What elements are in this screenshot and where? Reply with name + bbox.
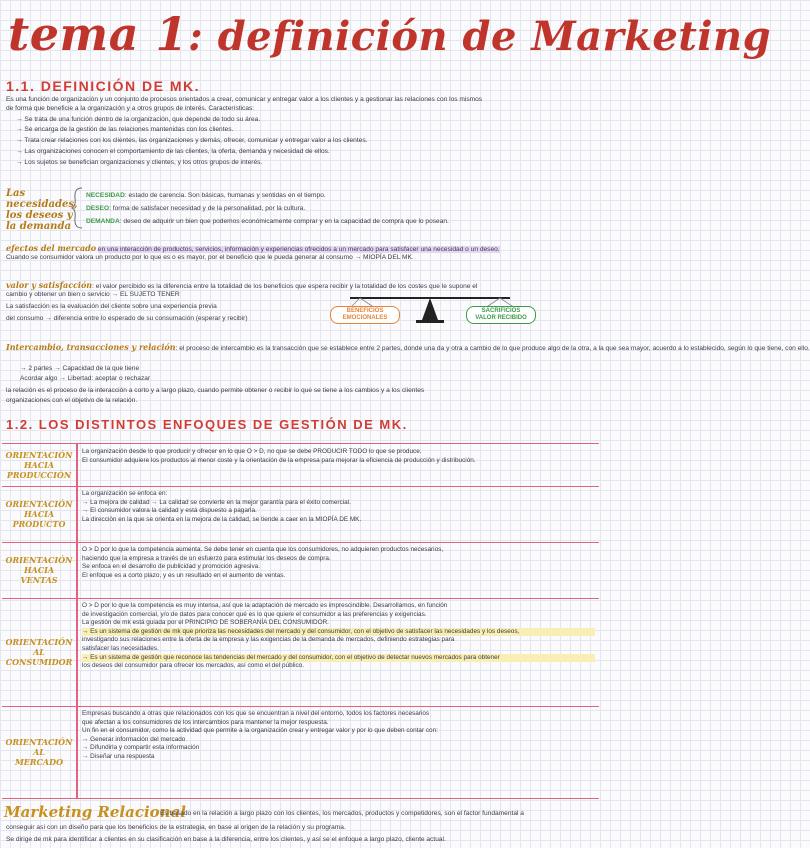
row-body <box>82 490 595 540</box>
row-line: que afectan a los consumidores de los intercambios para mantener la mejor respuesta. <box>82 718 329 726</box>
effect-line-1: Cuando se consumidor valora un producto por lo que es o es mayor, por el beneficio que le pueda generar al consumo → MIOPÍA DEL MK. <box>6 254 414 261</box>
section-1-1-heading: 1.1. DEFINICIÓN DE MK. <box>6 78 201 94</box>
row-label-line: AL <box>33 647 45 657</box>
desire-text: forma de satisfacer necesidad y de la personalidad, por la cultura. <box>112 205 306 212</box>
row-label <box>4 444 74 486</box>
row-line: investigando sus relaciones entre la oferta de la empresa y las exigencias de la demanda de mercados, definiendo estrategias para <box>82 636 455 644</box>
row-line: → Es un sistema de gestión de mk que prioriza las necesidades del mercado y del consumidor, con el objetivo de satisfacer las necesidades y los deseos, <box>82 628 595 637</box>
row-label-line: ORIENTACIÓN <box>5 555 73 565</box>
row-label-line: HACIA <box>23 460 55 470</box>
value-line-2: La satisfacción es la evaluación del cliente sobre una experiencia previa <box>6 303 217 310</box>
title-separator: : <box>188 13 204 60</box>
row-line: haciendo que la empresa a través de un esfuerzo para estimular los deseos de compra. <box>82 554 331 562</box>
row-line: O > D por lo que la competencia es muy intensa, así que la adaptación de mercado es imprescindible. Desarrollamos, en función <box>82 602 448 609</box>
exchange-label: Intercambio, transacciones y relación <box>6 342 176 352</box>
s11-line-6: → Los sujetos se benefician organizaciones y clientes, y los otros grupos de interés. <box>16 159 263 166</box>
value-line-1: cambio y obtener un bien o servicio → EL SUJETO TENER <box>6 291 180 298</box>
exchange-line-4: organizaciones con el objetivo de la relación. <box>6 397 138 404</box>
s11-line-5: → Las organizaciones conocen el comportamiento de las clientes, la oferta, demanda y necesidad de ellos. <box>16 148 330 155</box>
demand-text: deseo de adquirir un bien que podemos económicamente comprar y en la capacidad de compra que lo posean. <box>123 218 449 225</box>
row-label-line: HACIA <box>23 509 55 519</box>
row-label-line: CONSUMIDOR <box>5 657 73 667</box>
desire-item: DESEO: forma de satisfacer necesidad y de la personalidad, por la cultura. <box>86 205 306 212</box>
table-row <box>2 486 599 543</box>
title-rest: definición de Marketing <box>203 13 772 60</box>
scale-right-label: SACRIFICIOS VALOR RECIBIDO <box>466 306 536 324</box>
effect-line-0 <box>6 243 596 254</box>
row-label-line: PRODUCTO <box>12 519 66 529</box>
demand-term: DEMANDA <box>86 218 120 225</box>
s11-line-4: → Trata crear relaciones con los clientes, las organizaciones y demás, ofrecer, comunicar y entregar valor a los clientes. <box>16 137 368 144</box>
s11-line-1: de forma que beneficie a la organización y a otros grupos de interés. Características: <box>6 105 255 112</box>
row-line: La gestión de mk está guiada por el PRINCIPIO DE SOBERANÍA DEL CONSUMIDOR. <box>82 619 329 627</box>
need-text: estado de carencia. Son básicas, humanas y sentidas en el tiempo. <box>128 192 326 199</box>
section-1-2-heading: 1.2. LOS DISTINTOS ENFOQUES DE GESTIÓN DE MK. <box>6 417 408 432</box>
row-label-line: HACIA <box>23 565 55 575</box>
s11-line-0: Es una función de organización y un conjunto de procesos orientados a crear, comunicar y entregar valor a los clientes y a gestionar las relaciones con los mismos <box>6 96 483 103</box>
row-line: → Difundirla y compartir esta información <box>82 744 200 752</box>
value-line-0: valor y satisfacción: el valor percibido es la diferencia entre la totalidad de los beneficios que espera recibir y la totalidad de los costes que le supone el <box>6 280 478 290</box>
needs-label: Las necesidades, los deseos y la demanda <box>6 188 78 232</box>
exchange-text-0: el proceso de intercambio es la transacción que se establece entre 2 partes, donde una da y otra a cambio de lo que produce algo de la otra, a la que sea mayor, acuerdo a lo establecido, según lo que tiene, con ello. <box>179 345 810 352</box>
s11-line-3: → Se encarga de la gestión de las relaciones mantenidas con los clientes. <box>16 126 234 133</box>
row-line: O > D por lo que la competencia aumenta. Se debe tener en cuenta que los consumidores, no adquieren productos necesarios, <box>82 546 444 553</box>
table-row <box>2 598 599 707</box>
table-row <box>2 706 599 799</box>
demand-item: DEMANDA: deseo de adquirir un bien que podemos económicamente comprar y en la capacidad de compra que lo posean. <box>86 218 449 225</box>
row-label-line: ORIENTACIÓN <box>5 737 73 747</box>
exchange-line-1: → 2 partes → Capacidad de la que tiene <box>20 365 140 372</box>
row-line: de investigación comercial, y/o de datos para conocer qué es lo que quiere el consumidor a las preferencias y exigencias. <box>82 610 427 618</box>
needs-brace-icon <box>70 186 84 230</box>
row-label-line: ORIENTACIÓN <box>5 450 73 460</box>
row-line: La dirección en la que se orienta en la mejora de la calidad, se tiende a caer en la MIOPÍA DE MK. <box>82 515 362 523</box>
effect-text-0: en una interacción de productos, servicios, información y experiencias ofrecidos a un mercado para satisfacer una necesidad o un deseo. <box>97 246 500 253</box>
row-label-line: MERCADO <box>14 757 64 767</box>
table-row <box>2 444 599 487</box>
bottom-line-2: Se dirige de mk para identificar a clientes en su clasificación en base a la diferencia, entre los clientes, y así se el enfoque a largo plazo, cliente actual. <box>6 836 446 843</box>
row-label-line: ORIENTACIÓN <box>5 499 73 509</box>
bottom-line-0: Es basado en la relación a largo plazo con los clientes, los mercados, productos y competidores, son el factor fundamental a <box>160 810 524 817</box>
balance-scale-icon <box>330 284 530 334</box>
value-text-0: el valor percibido es la diferencia entre la totalidad de los beneficios que espera recibir y la totalidad de los costes que le supone el <box>95 283 478 290</box>
relational-marketing-title: Marketing Relacional <box>4 803 186 821</box>
row-label <box>4 598 74 706</box>
row-line: → Es un sistema de gestión que reconoce las tendencias del mercado y del consumidor, con el objetivo de detectar nuevos mercados para obtener <box>82 654 595 663</box>
row-body <box>82 546 595 596</box>
row-line: → La mejora de calidad → La calidad se convierte en la mejor garantía para el éxito comercial. <box>82 498 351 506</box>
row-line: El enfoque es a corto plazo, y es un resultado en el aumento de ventas. <box>82 571 286 579</box>
row-label-line: AL <box>33 747 45 757</box>
title-prefix: tema 1 <box>8 7 189 61</box>
row-line: Se enfoca en el desarrollo de publicidad y promoción agresiva. <box>82 563 260 571</box>
row-body <box>82 710 595 796</box>
row-line: → El consumidor valora la calidad y está dispuesto a pagarla. <box>82 507 257 515</box>
value-line-3: del consumo → diferencia entre lo esperado de su consumación (esperar y recibir) <box>6 315 248 322</box>
exchange-line-0: Intercambio, transacciones y relación: el proceso de intercambio es la transacción que se establece entre 2 partes, donde una da y otra a cambio de lo que produce algo de la otra, a la que sea mayor, acuerdo a lo establecido, según lo que tiene, con ello. <box>6 342 810 352</box>
row-line: los deseos del consumidor para ofrecer los mercados, así como el del público. <box>82 662 305 670</box>
row-line: satisfacer las necesidades. <box>82 644 159 652</box>
row-line: La organización se enfoca en: <box>82 490 168 497</box>
page-title <box>8 6 772 66</box>
row-label-line: PRODUCCIÓN <box>6 470 72 480</box>
row-label-line: VENTAS <box>20 575 58 585</box>
scale-left-label: BENEFICIOS EMOCIONALES <box>330 306 400 324</box>
row-line: → Generar información del mercado <box>82 735 186 743</box>
bottom-line-1: conseguir así con un diseño para que los beneficios de la estrategia, en base al origen de la relación y su programa. <box>6 824 346 831</box>
row-label <box>4 542 74 598</box>
row-body <box>82 602 595 704</box>
effect-label: efectos del mercado <box>6 243 97 253</box>
need-term: NECESIDAD <box>86 192 125 199</box>
row-body <box>82 448 595 484</box>
row-label-line: ORIENTACIÓN <box>5 637 73 647</box>
row-label <box>4 486 74 542</box>
exchange-line-3: la relación es el proceso de la interacción a corto y a largo plazo, cuando permite obtener o recibir lo que se tiene a los cambios y a los clientes <box>6 387 425 394</box>
need-item: NECESIDAD: estado de carencia. Son básicas, humanas y sentidas en el tiempo. <box>86 192 326 199</box>
exchange-line-2: Acordar algo → Libertad: aceptar o rechazar <box>20 375 151 382</box>
row-line: El consumidor adquiere los productos al menor coste y la orientación de la empresa para mejorar la eficiencia de producción y distribución. <box>82 456 476 464</box>
desire-term: DESEO <box>86 205 110 212</box>
row-label <box>4 706 74 798</box>
s11-line-2: → Se trata de una función dentro de la organización, que depende de todo su área. <box>16 116 261 123</box>
row-line: Un fin en el consumidor, como la actividad que permite a la organización crear y entregar valor y por lo que deben contar con: <box>82 727 438 735</box>
row-line: → Diseñar una respuesta <box>82 752 155 760</box>
value-label: valor y satisfacción <box>6 280 93 290</box>
approaches-table <box>2 443 599 799</box>
row-line: La organización desde lo que producir y ofrecer en lo que O > D, no que se debe PRODUCIR TODO lo que se produce. <box>82 448 422 455</box>
table-row <box>2 542 599 599</box>
row-line: Empresas buscando a otras que relacionados con los que se encuentran a nivel del entorno, todos los factores necesarios <box>82 710 430 717</box>
